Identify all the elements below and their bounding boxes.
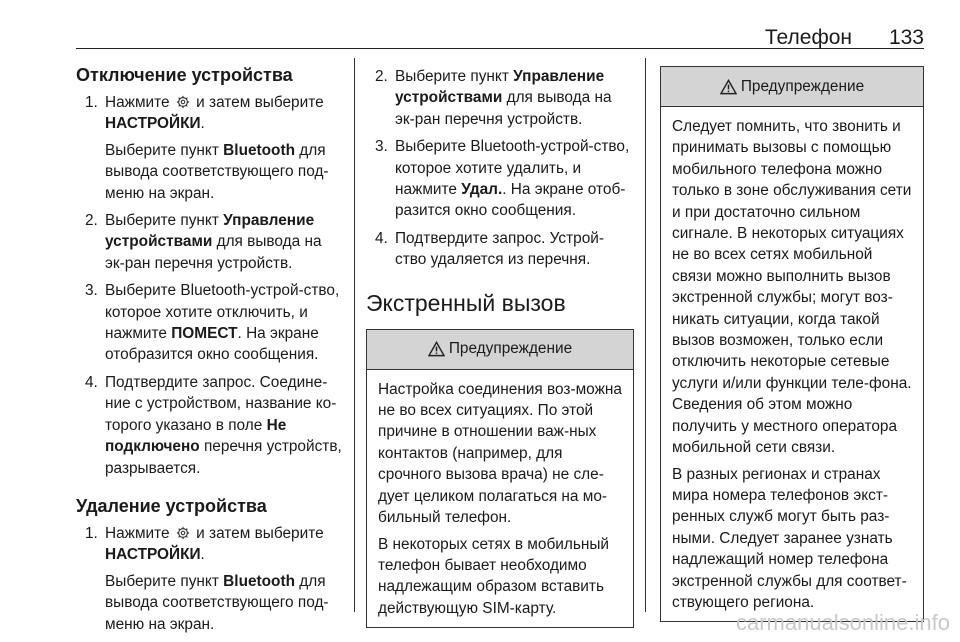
list-item: 1. Нажмите и затем выберите НАСТРОЙКИ. Выберите пункт Bluetooth для вывода соответствующего под-меню на экран.: [85, 524, 329, 633]
column-3: [660, 66, 924, 622]
warning-body: [661, 107, 923, 621]
warning-title: Предупреждение: [740, 77, 865, 95]
page-header: [76, 24, 924, 50]
column-divider-2: [645, 58, 646, 612]
warning-header: [367, 330, 633, 370]
list-item: 2. Выберите пункт Управление устройствами для вывода на эк-ран перечня устройств.: [375, 68, 612, 128]
header-divider: [76, 48, 924, 49]
warning-box: [660, 66, 924, 622]
watermark: carmanualsonline.info: [735, 610, 950, 635]
column-divider-1: [354, 58, 355, 612]
page-title: Телефон: [764, 26, 852, 49]
column-2: [366, 66, 634, 628]
settings-gear-icon: [176, 95, 190, 109]
page-number: 133: [888, 26, 924, 49]
list-item: 1. Нажмите и затем выберите НАСТРОЙКИ. Выберите пункт Bluetooth для вывода соответствующего под-меню на экран.: [85, 94, 329, 202]
warning-paragraph: Настройка соединения воз-можна не во всех ситуациях. По этой причине в отношении важ-ных контактов (например, для срочного вызова врача) не сле-дует целиком полагаться на мо-бильный телефон.: [378, 380, 622, 527]
section-title-emergency: Экстренный вызов: [366, 289, 566, 316]
settings-gear-icon: [176, 526, 190, 540]
warning-box: [366, 329, 634, 628]
list-item: 4. Подтвердите запрос. Соедине-ние с устройством, название ко-торого указано в поле Не подключено перечня устройств, разрывается.: [85, 373, 342, 477]
warning-triangle-icon: [720, 79, 737, 95]
warning-triangle-icon: [428, 341, 445, 357]
list-item: 3. Выберите Bluetooth-устрой-ство, которое хотите удалить, и нажмите Удал.. На экране отоб-разится окно сообщения.: [375, 138, 630, 220]
section-title-disconnect: Отключение устройства: [76, 65, 293, 85]
column-1: [76, 64, 344, 641]
warning-title: Предупреждение: [448, 340, 573, 358]
list-item: 2. Выберите пункт Управление устройствами для вывода на эк-ран перечня устройств.: [85, 212, 322, 272]
list-item: 3. Выберите Bluetooth-устрой-ство, которое хотите отключить, и нажмите ПОМЕСТ. На экране отобразится окно сообщения.: [85, 282, 340, 364]
warning-paragraph: В некоторых сетях в мобильный телефон бывает необходимо надлежащим образом вставить действующую SIM-карту.: [378, 535, 610, 617]
warning-body: [367, 370, 633, 627]
section-title-delete: Удаление устройства: [76, 495, 267, 516]
warning-header: [661, 67, 923, 107]
warning-paragraph: Следует помнить, что звонить и принимать вызовы с помощью мобильного телефона можно только в зоне обслуживания сети и при достаточно сильном сигнале. В некоторых ситуациях не во всех сетях мобильной связи можно выполнить вызов экстренной службы; могут воз-никать ситуации, когда такой вызов возможен, только если отключить некоторые сетевые услуги и/или функции теле-фона. Сведения об этом можно получить у местного оператора мобильной сети связи.: [672, 118, 912, 457]
warning-paragraph: В разных регионах и странах мира номера телефонов экст-ренных служб могут быть раз-ными. Следует заранее узнать надлежащий номер телефона экстренной службы для соответ-ствующего региона.: [672, 465, 907, 611]
list-item: 4. Подтвердите запрос. Устрой-ство удаляется из перечня.: [375, 229, 605, 269]
